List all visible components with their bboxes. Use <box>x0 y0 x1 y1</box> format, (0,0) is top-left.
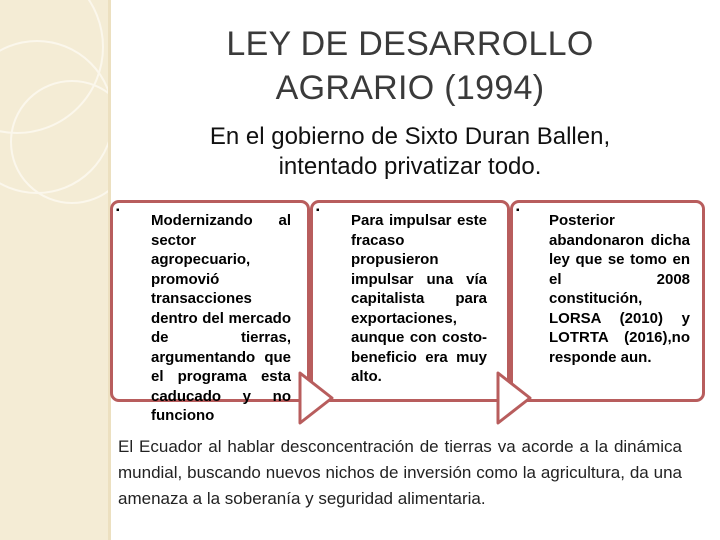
process-box-2 <box>310 200 510 402</box>
bullet-icon: ▪ <box>516 205 520 216</box>
subtitle-line-1: En el gobierno de Sixto Duran Ballen, <box>209 123 611 150</box>
slide-subtitle <box>140 122 680 182</box>
title-line-2: AGRARIO (1994) <box>275 69 545 107</box>
subtitle-line-2: intentado privatizar todo. <box>278 153 542 180</box>
conclusion-text: El Ecuador al hablar desconcentración de tierras va acorde a la dinámica mundial, buscando nuevos nichos de inversión como la agricultura, da una amenaza a la soberanía y seguridad alimentaria. <box>118 437 682 508</box>
process-box-3 <box>510 200 705 402</box>
bullet-icon: ▪ <box>316 205 320 216</box>
process-box-3-text: Posterior abandonaron dicha ley que se tomo en el 2008 constitución, LORSA (2010) y LOTRTA (2016),no responde aun. <box>549 212 690 366</box>
slide-title <box>150 22 670 110</box>
decorative-side-strip <box>0 0 108 540</box>
process-box-1-text: Modernizando al sector agropecuario, promovió transacciones dentro del mercado de tierras, argumentando que el programa esta caducado y no funciono <box>151 212 291 424</box>
title-line-1: LEY DE DESARROLLO <box>226 25 594 63</box>
bullet-icon: ▪ <box>116 205 120 216</box>
process-box-1 <box>110 200 310 424</box>
triangle-arrow-right-icon <box>297 370 335 426</box>
process-box-2-text: Para impulsar este fracaso propusieron impulsar una vía capitalista para exportaciones, aunque con costo- beneficio era muy alto. <box>351 212 487 385</box>
triangle-arrow-right-icon <box>495 370 533 426</box>
